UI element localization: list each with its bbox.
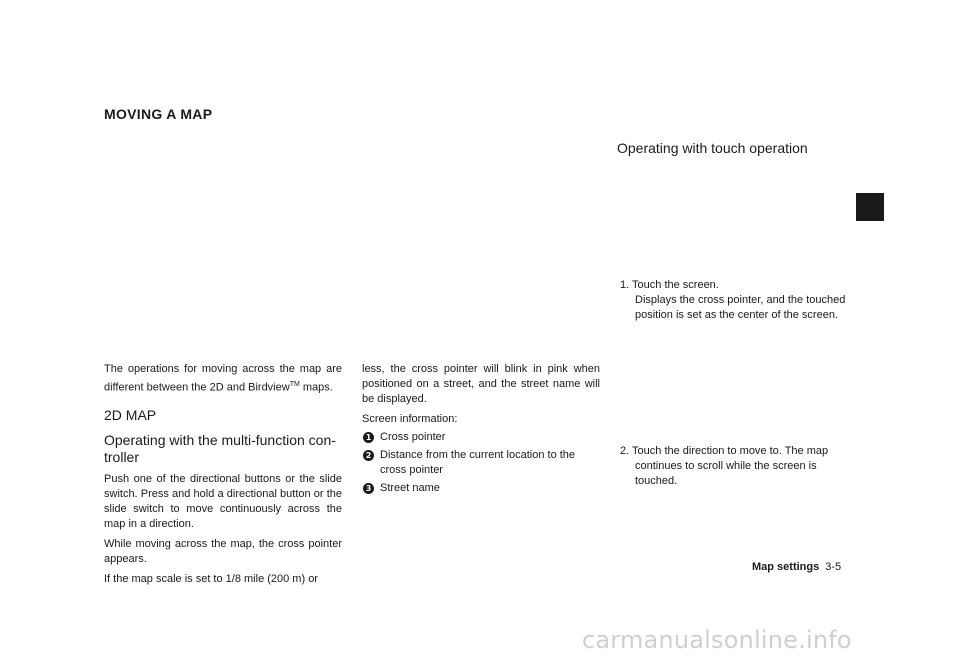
number-1-icon: 1 <box>363 432 374 443</box>
intro-text: The operations for moving across the map are different between the 2D and Birdview <box>104 363 342 394</box>
column-2 <box>362 362 600 496</box>
intro-text-end: maps. <box>299 381 333 394</box>
section-title: MOVING A MAP <box>104 106 213 122</box>
paragraph-blink: less, the cross pointer will blink in pink when positioned on a street, and the street name will be displayed. <box>362 363 600 405</box>
number-2-icon: 2 <box>363 450 374 461</box>
callout-text: Street name <box>380 482 440 494</box>
footer-section: Map settings <box>752 561 820 573</box>
page-footer <box>752 561 841 573</box>
watermark: carmanualsonline.info <box>582 626 852 654</box>
step-2 <box>620 444 856 489</box>
heading-multi-function: Operating with the multi-function con-troller <box>104 431 336 465</box>
trademark-sup: TM <box>289 381 300 388</box>
callout-text: Cross pointer <box>380 431 446 443</box>
paragraph-moving: While moving across the map, the cross pointer appears. <box>104 537 342 565</box>
callout-item <box>362 430 600 445</box>
step-2-text: 2. Touch the direction to move to. The map <box>620 445 829 457</box>
touch-operation-title: Operating with touch operation <box>617 140 808 156</box>
paragraph-push: Push one of the directional buttons or the slide switch. Press and hold a directional button or the slide switch to move continuously across the map in a direction. <box>104 472 342 530</box>
step-1 <box>620 278 856 323</box>
callout-item <box>362 448 600 478</box>
column-1 <box>104 362 342 587</box>
step-1-text: 1. Touch the screen. <box>620 279 719 291</box>
intro-paragraph <box>104 362 342 396</box>
callout-text: Distance from the current location to the cross pointer <box>380 449 576 476</box>
callout-item <box>362 481 600 496</box>
heading-2d-map: 2D MAP <box>104 406 157 423</box>
step-2-detail: continues to scroll while the screen is touched. <box>635 460 817 487</box>
paragraph-scale: If the map scale is set to 1/8 mile (200 m) or <box>104 572 318 585</box>
number-3-icon: 3 <box>363 483 374 494</box>
chapter-tab-marker <box>856 193 884 221</box>
step-1-detail: Displays the cross pointer, and the touched position is set as the center of the screen. <box>635 294 846 321</box>
page-number: 3-5 <box>825 561 842 573</box>
screen-info-label: Screen information: <box>362 413 458 425</box>
